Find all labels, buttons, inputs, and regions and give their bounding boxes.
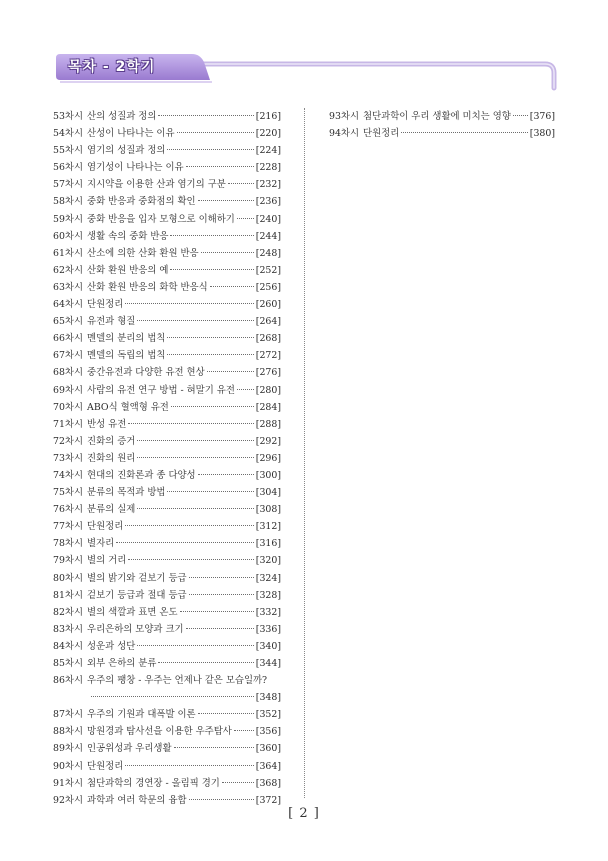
dot-leader — [125, 765, 254, 766]
toc-entry-number: 54차시 — [53, 128, 84, 140]
toc-list-right — [329, 108, 555, 142]
toc-entry-title: 진화의 원리 — [87, 452, 136, 464]
toc-entry-page: [340] — [255, 640, 281, 652]
toc-list-left-tail — [53, 706, 281, 809]
toc-entry[interactable] — [53, 382, 281, 399]
toc-entry-title: 산소에 의한 산화 환원 반응 — [87, 247, 199, 259]
toc-entry-title: 별의 색깔과 표면 온도 — [87, 606, 178, 618]
toc-entry-number: 74차시 — [53, 469, 84, 481]
toc-entry-page: [380] — [529, 128, 555, 140]
dot-leader — [128, 423, 254, 424]
toc-entry-number: 64차시 — [53, 299, 84, 311]
toc-entry-number: 60차시 — [53, 230, 84, 242]
toc-entry-title: 반성 유전 — [87, 418, 127, 430]
toc-entry-title: 지시약을 이용한 산과 염기의 구분 — [87, 179, 226, 191]
toc-entry-number: 90차시 — [53, 760, 84, 772]
toc-entry-page: [220] — [255, 128, 281, 140]
toc-entry[interactable] — [53, 758, 281, 775]
dot-leader — [158, 115, 253, 116]
toc-entry[interactable] — [53, 296, 281, 313]
toc-entry-number: 59차시 — [53, 213, 84, 225]
toc-entry-number: 84차시 — [53, 640, 84, 652]
toc-entry-number: 71차시 — [53, 418, 84, 430]
toc-entry-number: 69차시 — [53, 384, 84, 396]
toc-entry-title: 단원정리 — [87, 521, 124, 533]
toc-entry-title: 첨단과학의 경연장 - 올림픽 경기 — [87, 777, 220, 789]
toc-entry-title: 별자리 — [87, 538, 115, 550]
dot-leader — [186, 628, 254, 629]
toc-entry-number: 76차시 — [53, 504, 84, 516]
dot-leader — [198, 713, 254, 714]
toc-entry-number: 83차시 — [53, 623, 84, 635]
toc-entry-title: 겉보기 등급과 절대 등급 — [87, 589, 187, 601]
toc-entry-number: 87차시 — [53, 709, 84, 721]
toc-entry[interactable] — [53, 142, 281, 159]
toc-entry-title: 단원정리 — [87, 299, 124, 311]
toc-entry[interactable] — [53, 587, 281, 604]
toc-entry-page: [264] — [255, 316, 281, 328]
toc-entry-page: [232] — [255, 179, 281, 191]
toc-entry[interactable] — [53, 638, 281, 655]
dot-leader — [171, 406, 254, 407]
dot-leader — [170, 269, 253, 270]
toc-entry-page: [328] — [255, 589, 281, 601]
dot-leader — [180, 611, 254, 612]
toc-entry-title: 별의 밝기와 겉보기 등급 — [87, 572, 187, 584]
dot-leader — [116, 542, 254, 543]
toc-entry-title: 첨단과학이 우리 생활에 미치는 영향 — [363, 111, 511, 122]
toc-entry-title: 진화의 증거 — [87, 435, 136, 447]
toc-entry[interactable] — [53, 364, 281, 381]
toc-entry-page: [324] — [255, 572, 281, 584]
toc-entry-number: 63차시 — [53, 281, 84, 293]
toc-entry-page: [308] — [255, 504, 281, 516]
toc-entry-number: 65차시 — [53, 316, 84, 328]
dot-leader — [125, 303, 254, 304]
toc-entry[interactable] — [53, 279, 281, 296]
toc-entry-page: [368] — [255, 777, 281, 789]
toc-entry[interactable] — [53, 518, 281, 535]
toc-entry-page: [316] — [255, 538, 281, 550]
toc-entry[interactable] — [53, 125, 281, 142]
toc-entry-number: 67차시 — [53, 350, 84, 362]
toc-entry-number: 70차시 — [53, 401, 84, 413]
toc-entry-page: [288] — [255, 418, 281, 430]
toc-entry-title: 성운과 성단 — [87, 640, 136, 652]
toc-entry-title: 생활 속의 중화 반응 — [87, 230, 169, 242]
toc-entry[interactable] — [53, 262, 281, 279]
toc-entry-title: 분류의 실제 — [87, 504, 136, 516]
dot-leader — [207, 371, 254, 372]
dot-leader — [167, 491, 253, 492]
toc-entry-page: [356] — [255, 726, 281, 738]
toc-entry-number: 61차시 — [53, 247, 84, 259]
toc-entry-page: [240] — [255, 213, 281, 225]
toc-entry[interactable] — [53, 416, 281, 433]
toc-entry-number: 57차시 — [53, 179, 84, 191]
dot-leader — [128, 559, 254, 560]
toc-entry[interactable] — [53, 313, 281, 330]
toc-entry-title: 중화 반응과 중화점의 확인 — [87, 196, 196, 208]
dot-leader — [189, 799, 254, 800]
toc-entry-title: 과학과 여러 학문의 융합 — [87, 794, 187, 806]
toc-entry-title: 산성이 나타나는 이유 — [87, 128, 175, 140]
dot-leader — [198, 474, 254, 475]
toc-entry-number: 66차시 — [53, 333, 84, 345]
toc-entry-page: [244] — [255, 230, 281, 242]
toc-entry-number: 81차시 — [53, 589, 84, 601]
toc-entry-page: [252] — [255, 264, 281, 276]
toc-entry-title: 산화 환원 반응의 화학 반응식 — [87, 281, 208, 293]
toc-entry-title: 사람의 유전 연구 방법 - 혀말기 유전 — [87, 384, 235, 396]
section-header — [0, 0, 608, 100]
toc-entry-number: 75차시 — [53, 487, 84, 499]
toc-entry-page: [228] — [255, 162, 281, 174]
toc-entry-number: 55차시 — [53, 145, 84, 157]
toc-entry-title: 분류의 목적과 방법 — [87, 487, 166, 499]
dot-leader — [137, 320, 253, 321]
toc-entry[interactable] — [53, 399, 281, 416]
dot-leader — [189, 594, 254, 595]
dot-leader — [170, 235, 253, 236]
toc-entry-page: [280] — [255, 384, 281, 396]
toc-entry-number: 80차시 — [53, 572, 84, 584]
toc-entry[interactable] — [53, 723, 281, 740]
toc-entry-page: [276] — [255, 367, 281, 379]
toc-entry[interactable] — [53, 740, 281, 757]
toc-entry-title: 멘델의 분리의 법칙 — [87, 333, 166, 345]
toc-entry[interactable] — [53, 433, 281, 450]
toc-entry-page: [344] — [255, 658, 281, 669]
toc-entry-page: [256] — [255, 281, 281, 293]
toc-list-left — [53, 108, 281, 672]
toc-entry-number: 85차시 — [53, 658, 84, 669]
dot-leader — [167, 149, 253, 150]
toc-entry-page: [292] — [255, 435, 281, 447]
toc-entry-number: 93차시 — [329, 111, 360, 122]
dot-leader — [189, 577, 254, 578]
toc-entry-number: 91차시 — [53, 777, 84, 789]
toc-entry-title: 별의 거리 — [87, 555, 127, 567]
dot-leader — [137, 457, 253, 458]
toc-entry-title: 산의 성질과 정의 — [87, 111, 157, 122]
dot-leader — [228, 183, 254, 184]
toc-entry-title: ABO식 혈액형 유전 — [87, 401, 169, 413]
dot-leader — [158, 662, 253, 663]
toc-entry[interactable] — [53, 467, 281, 484]
dot-leader — [174, 747, 254, 748]
toc-entry[interactable] — [53, 193, 281, 210]
toc-entry[interactable] — [53, 621, 281, 638]
toc-entry[interactable] — [53, 501, 281, 518]
toc-entry-title: 중간유전과 다양한 유전 현상 — [87, 367, 205, 379]
toc-entry-number: 78차시 — [53, 538, 84, 550]
toc-entry-title: 우주의 기원과 대폭발 이론 — [87, 709, 196, 721]
toc-entry[interactable] — [329, 125, 555, 142]
toc-entry-page: [348] — [255, 692, 281, 704]
toc-right-column — [329, 108, 555, 142]
toc-entry-page: [216] — [255, 111, 281, 122]
dot-leader — [186, 166, 254, 167]
toc-entry[interactable] — [53, 604, 281, 621]
dot-leader — [167, 337, 253, 338]
toc-entry-number: 56차시 — [53, 162, 84, 174]
toc-entry[interactable] — [53, 484, 281, 501]
toc-entry[interactable] — [53, 535, 281, 552]
toc-entry-page: [352] — [255, 709, 281, 721]
toc-entry[interactable] — [53, 245, 281, 262]
dot-leader — [167, 354, 253, 355]
dot-leader — [177, 132, 254, 133]
toc-entry-number: 94차시 — [329, 128, 360, 140]
toc-entry-number: 72차시 — [53, 435, 84, 447]
toc-entry-page: [332] — [255, 606, 281, 618]
toc-entry-number: 53차시 — [53, 111, 84, 122]
toc-left-column — [53, 108, 281, 809]
toc-entry-title: 염기성이 나타나는 이유 — [87, 162, 184, 174]
toc-entry-number: 62차시 — [53, 264, 84, 276]
toc-entry-second-line — [53, 689, 281, 706]
toc-entry-page: [320] — [255, 555, 281, 567]
toc-entry[interactable] — [53, 108, 281, 125]
dot-leader — [222, 782, 254, 783]
toc-entry[interactable] — [53, 159, 281, 176]
toc-entry-page: [360] — [255, 743, 281, 755]
toc-entry[interactable] — [53, 552, 281, 569]
toc-entry-page: [236] — [255, 196, 281, 208]
toc-entry-page: [372] — [255, 794, 281, 806]
toc-entry-title: 우주의 팽창 - 우주는 언제나 같은 모습일까? — [87, 675, 268, 687]
toc-entry[interactable] — [53, 176, 281, 193]
toc-entry-page: [304] — [255, 487, 281, 499]
toc-entry-number: 92차시 — [53, 794, 84, 806]
toc-entry[interactable] — [53, 775, 281, 792]
dot-leader — [237, 218, 254, 219]
toc-entry-page: [224] — [255, 145, 281, 157]
toc-entry[interactable] — [53, 347, 281, 364]
toc-entry[interactable] — [53, 655, 281, 672]
toc-entry-page: [300] — [255, 469, 281, 481]
toc-entry[interactable] — [53, 570, 281, 587]
toc-entry-title: 산화 환원 반응의 예 — [87, 264, 169, 276]
dot-leader — [201, 252, 254, 253]
dot-leader — [137, 508, 253, 509]
dot-leader — [137, 440, 253, 441]
toc-entry-title: 현대의 진화론과 종 다양성 — [87, 469, 196, 481]
dot-leader — [125, 525, 254, 526]
toc-entry-page: [272] — [255, 350, 281, 362]
toc-entry-title: 망원경과 탐사선을 이용한 우주탐사 — [87, 726, 232, 738]
toc-entry-number: 79차시 — [53, 555, 84, 567]
dot-leader — [234, 730, 254, 731]
toc-entry-wrapped[interactable] — [53, 672, 281, 706]
dot-leader — [210, 286, 254, 287]
toc-entry-first-line — [53, 672, 281, 689]
toc-entry-title: 멘델의 독립의 법칙 — [87, 350, 166, 362]
toc-entry-number: 77차시 — [53, 521, 84, 533]
toc-entry[interactable] — [53, 706, 281, 723]
toc-entry-title: 인공위성과 우리생활 — [87, 743, 172, 755]
toc-entry-title: 외부 은하의 분류 — [87, 658, 157, 669]
column-divider — [304, 108, 305, 798]
toc-entry-page: [296] — [255, 452, 281, 464]
dot-leader — [137, 645, 253, 646]
page-title: 목차 - 2학기 — [68, 59, 156, 75]
toc-entry-title: 중화 반응을 입자 모형으로 이해하기 — [87, 213, 235, 225]
toc-entry-number: 86차시 — [53, 675, 84, 687]
dot-leader — [198, 200, 254, 201]
toc-entry-title: 염기의 성질과 정의 — [87, 145, 166, 157]
page-number: [ 2 ] — [288, 806, 320, 821]
toc-entry-page: [376] — [529, 111, 555, 122]
toc-entry-title: 단원정리 — [87, 760, 124, 772]
toc-entry-page: [336] — [255, 623, 281, 635]
toc-entry-page: [284] — [255, 401, 281, 413]
toc-entry-page: [312] — [255, 521, 281, 533]
toc-entry-page: [268] — [255, 333, 281, 345]
toc-entry-number: 58차시 — [53, 196, 84, 208]
toc-entry[interactable] — [53, 330, 281, 347]
toc-entry-number: 68차시 — [53, 367, 84, 379]
toc-entry-page: [260] — [255, 299, 281, 311]
toc-entry[interactable] — [53, 450, 281, 467]
toc-entry-page: [364] — [255, 760, 281, 772]
toc-entry-number: 88차시 — [53, 726, 84, 738]
toc-entry[interactable] — [53, 211, 281, 228]
toc-entry[interactable] — [329, 108, 555, 125]
toc-entry[interactable] — [53, 228, 281, 245]
dot-leader — [401, 132, 528, 133]
toc-entry-title: 단원정리 — [363, 128, 400, 140]
toc-entry-page: [248] — [255, 247, 281, 259]
dot-leader — [513, 115, 528, 116]
toc-entry-number: 82차시 — [53, 606, 84, 618]
dot-leader — [237, 389, 254, 390]
toc-entry-number: 73차시 — [53, 452, 84, 464]
toc-entry-title: 우리은하의 모양과 크기 — [87, 623, 184, 635]
dot-leader — [91, 696, 254, 697]
toc-entry-number: 89차시 — [53, 743, 84, 755]
toc-entry-title: 유전과 형질 — [87, 316, 136, 328]
